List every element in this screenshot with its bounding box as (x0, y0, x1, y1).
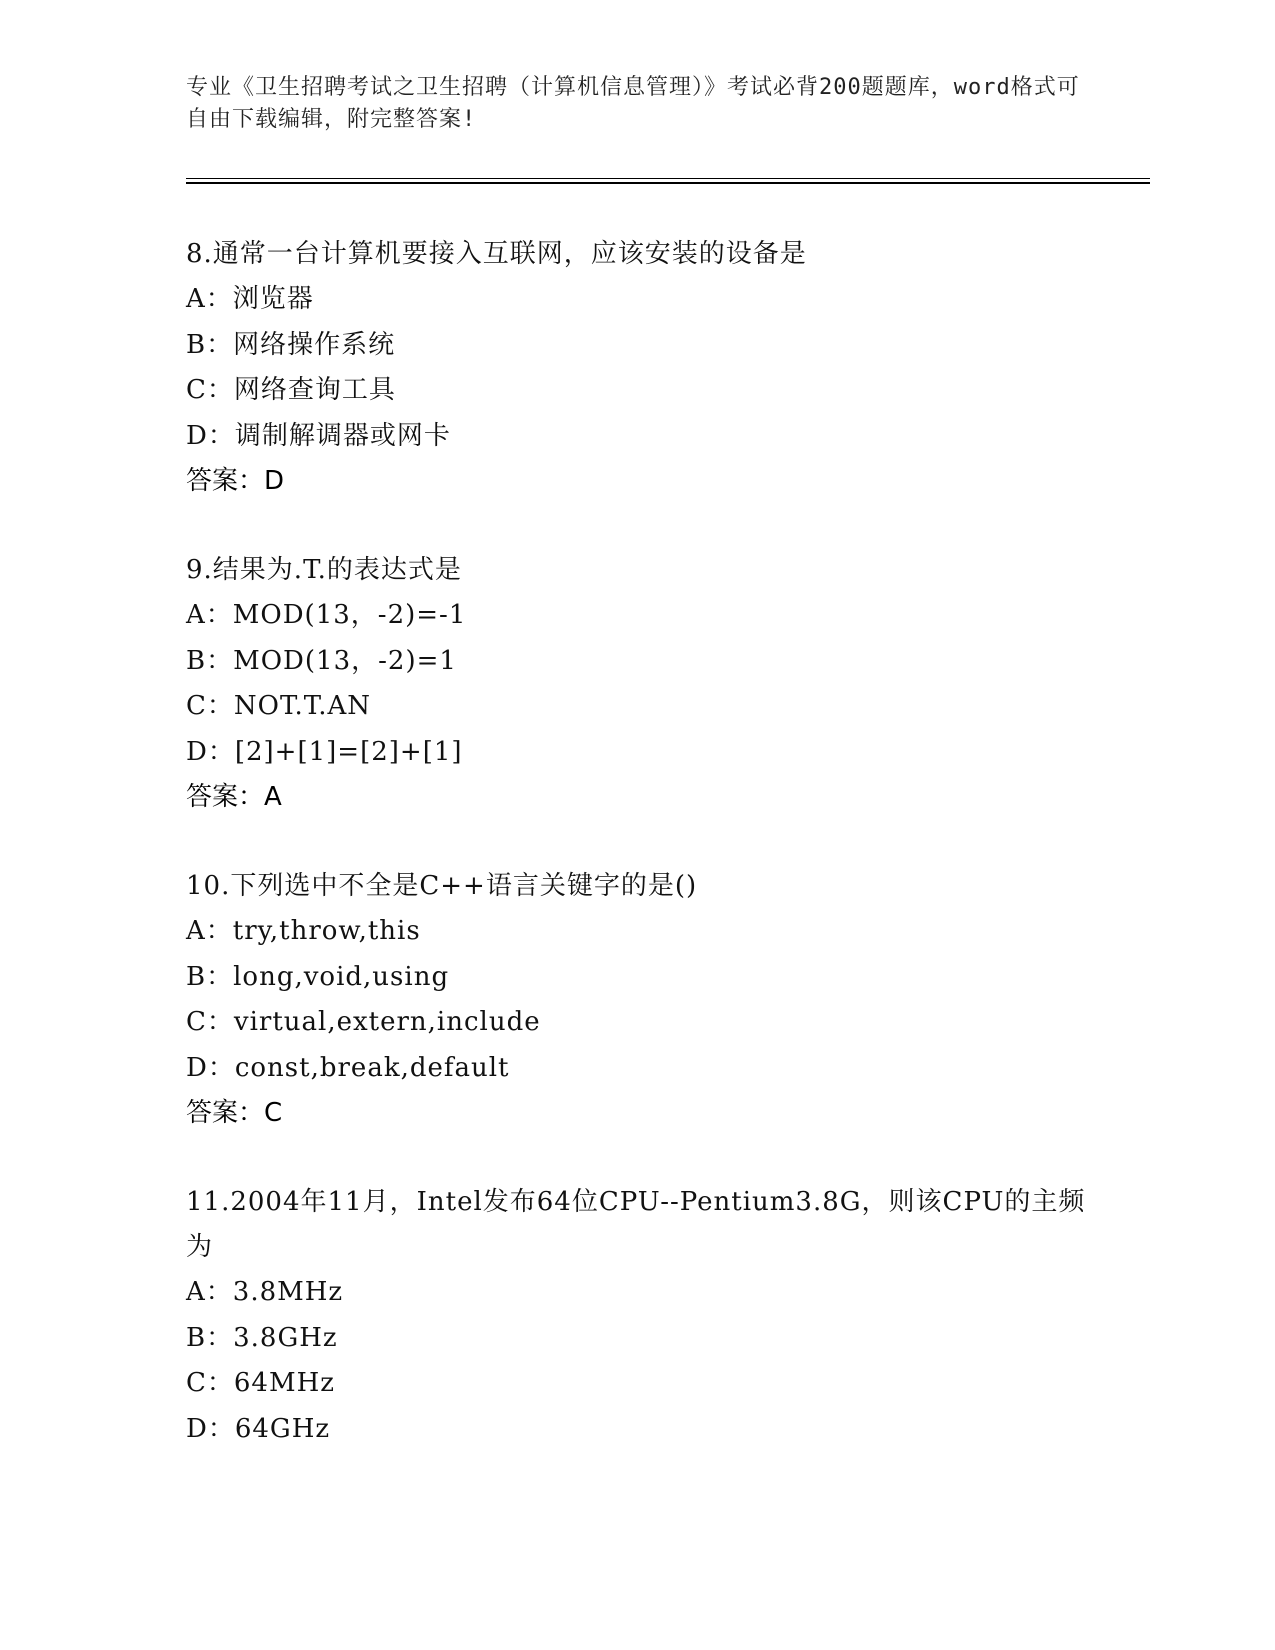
option-d: D：[2]+[1]=[2]+[1] (186, 736, 463, 767)
question-stem: 8.通常一台计算机要接入互联网，应该安装的设备是 (186, 239, 807, 269)
option-b: B：long,void,using (186, 961, 450, 992)
option-d: D：调制解调器或网卡 (186, 420, 451, 451)
header-rule-thin (186, 178, 1150, 179)
option-c: C：NOT.T.AN (186, 691, 372, 721)
option-d: D：64GHz (186, 1413, 331, 1444)
question-10 (186, 864, 1086, 1136)
option-a: A：MOD(13，-2)=-1 (186, 600, 467, 630)
option-c: C：64MHz (186, 1368, 335, 1398)
option-b: B：MOD(13，-2)=1 (186, 645, 457, 676)
question-11 (186, 1180, 1086, 1452)
question-9 (186, 548, 1086, 820)
document-header: 专业《卫生招聘考试之卫生招聘（计算机信息管理）》考试必背200题题库，word格式可自由下载编辑，附完整答案! (186, 75, 1080, 132)
answer-line: 答案：C (186, 1098, 283, 1128)
option-a: A：try,throw,this (186, 916, 421, 946)
question-list (186, 232, 1086, 1496)
option-a: A：浏览器 (186, 284, 314, 314)
question-stem: 10.下列选中不全是C++语言关键字的是() (186, 871, 698, 901)
option-b: B：3.8GHz (186, 1322, 338, 1353)
header-rule-thick (186, 182, 1150, 184)
option-c: C：网络查询工具 (186, 375, 396, 405)
answer-line: 答案：D (186, 466, 285, 496)
option-d: D：const,break,default (186, 1052, 510, 1083)
option-a: A：3.8MHz (186, 1277, 344, 1307)
question-8 (186, 232, 1086, 504)
option-b: B：网络操作系统 (186, 329, 396, 360)
option-c: C：virtual,extern,include (186, 1007, 541, 1037)
question-stem: 9.结果为.T.的表达式是 (186, 555, 462, 585)
question-stem: 11.2004年11月，Intel发布64位CPU--Pentium3.8G，则该CPU的主频为 (186, 1187, 1086, 1262)
answer-line: 答案：A (186, 782, 282, 812)
